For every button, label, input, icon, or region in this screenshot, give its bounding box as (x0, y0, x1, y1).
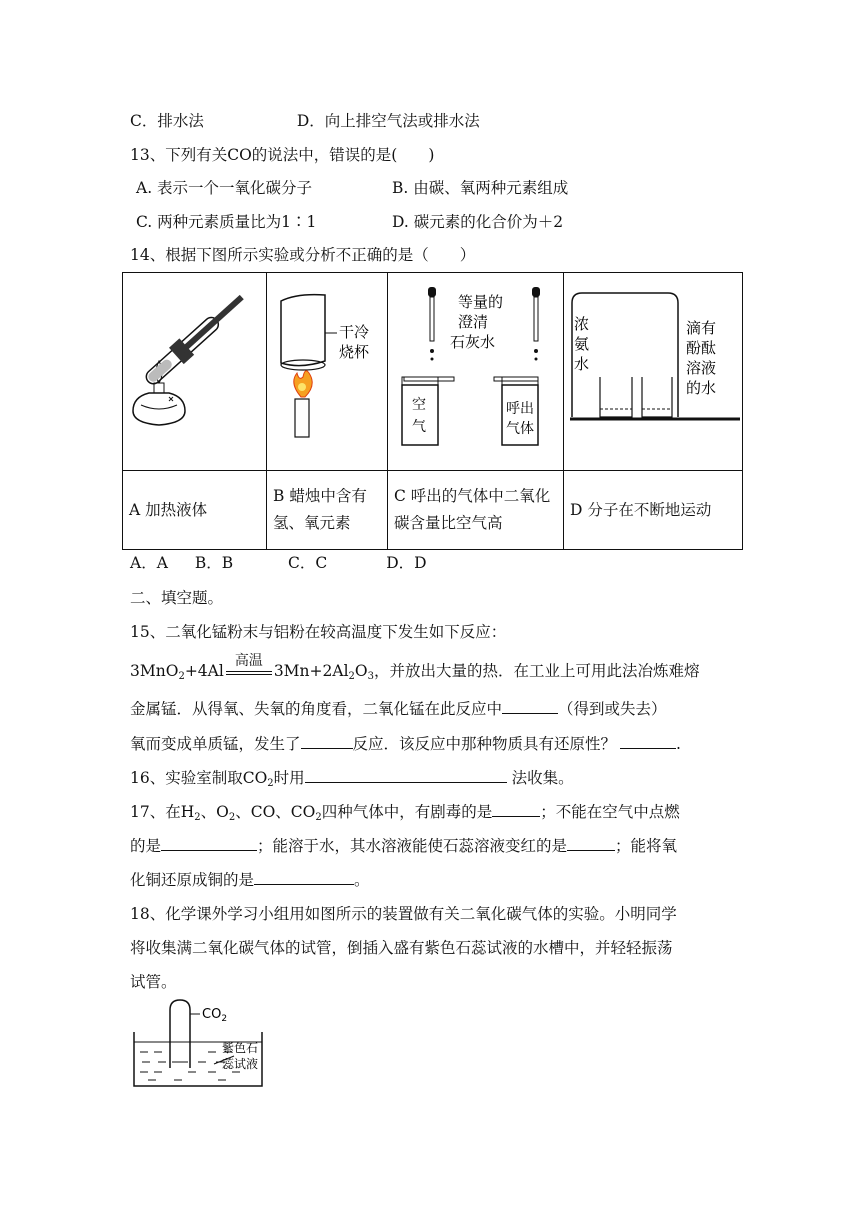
q17-text: 的是 (130, 837, 162, 855)
q17-text: 、CO、CO (235, 803, 316, 821)
label-limewater: 等量的澄清石灰水 (450, 293, 504, 351)
label-phenolphthalein: 滴有酚酞溶液的水 (686, 319, 717, 397)
answer-blank[interactable] (305, 766, 507, 783)
reaction-condition: 高温 (234, 653, 263, 669)
q15-text: . (676, 735, 681, 753)
q17-text: 、O (200, 803, 229, 821)
sub: 2 (315, 812, 322, 823)
label-litmus: 紫色石蕊试液 (222, 1041, 259, 1071)
option-c: C. 两种元素质量比为1∶1 (136, 213, 317, 231)
q16-text: 法收集。 (506, 769, 574, 787)
answer-blank[interactable] (502, 697, 558, 714)
option-c: C．C (288, 554, 328, 572)
q17-text: 17、在H (130, 803, 195, 821)
q17-text: ；不能在空气中点燃 (540, 803, 680, 821)
caption-b: B 蜡烛中含有氢、氧元素 (267, 471, 388, 550)
option-b: B．B (194, 554, 234, 572)
q15-text: 氧而变成单质锰，发生了 (130, 735, 301, 753)
figure-a-cell (123, 273, 267, 471)
q13-options-row-2 (136, 211, 563, 233)
option-d: D. 碳元素的化合价为＋2 (392, 213, 564, 231)
sub: 2 (178, 671, 185, 682)
label-air: 空气 (412, 397, 426, 435)
q17-text: 四种气体中，有剧毒的是 (321, 803, 493, 821)
caption-d: D 分子在不断地运动 (564, 471, 743, 550)
label-ammonia: 浓氨水 (574, 315, 590, 373)
sub: 2 (228, 812, 236, 823)
option-c: C．排水法 (130, 112, 204, 130)
eq-tail: ，并放出大量的热．在工业上可用此法冶炼难熔 (374, 662, 700, 680)
option-b: B. 由碳、氧两种元素组成 (392, 179, 569, 197)
reaction-arrow (226, 653, 272, 682)
candle-beaker-figure (267, 273, 387, 466)
answer-blank[interactable] (492, 800, 540, 817)
question-18-line-3: 试管。 (130, 973, 177, 991)
answer-blank[interactable] (161, 834, 257, 851)
label-breath: 呼出气体 (506, 401, 534, 437)
question-17-line-2 (130, 834, 677, 857)
q16-text: 时用 (273, 769, 305, 787)
eq-reactant-al: +4Al (184, 662, 224, 680)
limewater-figure (388, 273, 563, 466)
sub: 2 (348, 671, 355, 682)
q17-text: ；能溶于水，其水溶液能使石蕊溶液变红的是 (257, 837, 568, 855)
question-17-line-3 (130, 868, 370, 891)
sub: 3 (367, 671, 374, 682)
answer-blank[interactable] (567, 834, 615, 851)
co2-litmus-figure (128, 996, 288, 1092)
q15-text: （得到或失去） (558, 700, 667, 718)
option-a: A. 表示一个一氧化碳分子 (136, 179, 313, 197)
eq-o: O (354, 662, 368, 680)
q16-text: 16、实验室制取CO (130, 769, 268, 787)
section-heading: 二、填空题。 (130, 589, 224, 607)
q15-line-4 (130, 732, 681, 755)
question-18-line-1: 18、化学课外学习小组用如图所示的装置做有关二氧化碳气体的实验。小明同学 (130, 905, 677, 923)
answer-blank[interactable] (301, 732, 353, 749)
figure-d-cell (564, 273, 743, 471)
q14-options (130, 552, 427, 574)
figure-c-cell (388, 273, 564, 471)
label-co2: $CO_2$ (202, 1007, 228, 1024)
question-16 (130, 766, 574, 789)
q15-line-3 (130, 697, 667, 720)
sub: 2 (194, 812, 201, 823)
ammonia-diffusion-figure (564, 273, 742, 466)
eq-product: 3Mn+2Al (273, 662, 349, 680)
question-13-stem: 13、下列有关CO的说法中，错误的是( ) (130, 146, 435, 164)
q15-text: 金属锰．从得氧、失氧的角度看，二氧化锰在此反应中 (130, 700, 503, 718)
caption-a: A 加热液体 (123, 471, 267, 550)
option-a: A．A (130, 554, 168, 572)
eq-reactant: 3MnO (130, 662, 179, 680)
label-dry-cold: 干冷烧杯 (339, 323, 370, 361)
q15-text: 反应．该反应中那种物质具有还原性？ (352, 735, 617, 753)
question-17-line-1 (130, 800, 680, 823)
question-15-stem: 15、二氧化锰粉末与铝粉在较高温度下发生如下反应： (130, 623, 507, 641)
option-d: D．D (386, 554, 427, 572)
question-18-line-2: 将收集满二氧化碳气体的试管，倒插入盛有紫色石蕊试液的水槽中，并轻轻振荡 (130, 939, 673, 957)
answer-blank[interactable] (620, 732, 676, 749)
figure-b-cell (267, 273, 388, 471)
q12-options-line (130, 110, 480, 132)
caption-c: C 呼出的气体中二氧化碳含量比空气高 (388, 471, 564, 550)
q15-equation-line (130, 653, 700, 682)
q13-options-row-1 (136, 177, 568, 199)
experiment-table (122, 272, 743, 550)
heating-liquid-figure (123, 273, 266, 466)
q17-text: 化铜还原成铜的是 (130, 871, 255, 889)
answer-blank[interactable] (254, 868, 354, 885)
q17-text: 。 (354, 871, 370, 889)
q17-text: ；能将氧 (615, 837, 678, 855)
option-d: D．向上排空气法或排水法 (296, 112, 480, 130)
question-14-stem: 14、根据下图所示实验或分析不正确的是（ ） (130, 246, 476, 264)
sub: 2 (267, 778, 274, 789)
